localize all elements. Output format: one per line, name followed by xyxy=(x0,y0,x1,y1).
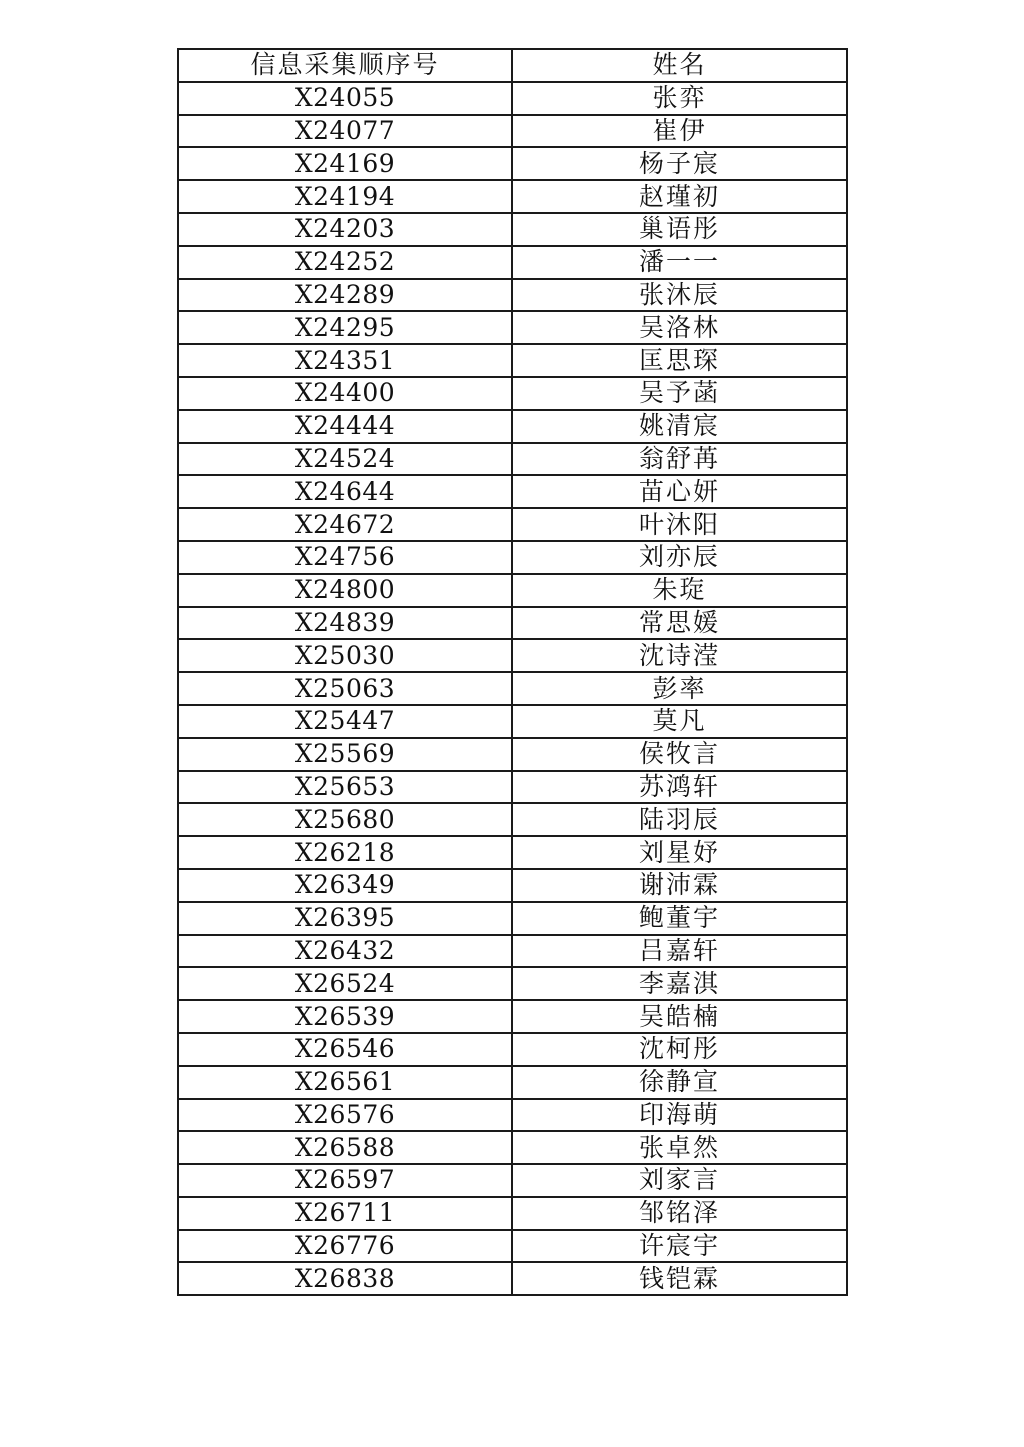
table-row xyxy=(178,639,847,672)
sequence-number-cell: X26561 xyxy=(178,1066,512,1099)
table-row xyxy=(178,803,847,836)
sequence-number-cell: X24169 xyxy=(178,147,512,180)
sequence-number-cell: X26711 xyxy=(178,1197,512,1230)
sequence-number-cell: X26349 xyxy=(178,869,512,902)
sequence-number-cell: X24203 xyxy=(178,213,512,246)
table-row xyxy=(178,607,847,640)
student-name-cell: 赵瑾初 xyxy=(512,180,847,213)
table-row xyxy=(178,738,847,771)
table-row xyxy=(178,935,847,968)
student-name-cell: 徐静宣 xyxy=(512,1066,847,1099)
table-row xyxy=(178,1066,847,1099)
table-row xyxy=(178,1262,847,1295)
sequence-number-cell: X25030 xyxy=(178,639,512,672)
student-name-cell: 叶沐阳 xyxy=(512,508,847,541)
table-row xyxy=(178,1164,847,1197)
student-name-cell: 吴洛林 xyxy=(512,311,847,344)
sequence-number-cell: X26776 xyxy=(178,1230,512,1263)
student-name-cell: 鲍董宇 xyxy=(512,902,847,935)
sequence-number-cell: X24077 xyxy=(178,115,512,148)
student-name-cell: 许宸宇 xyxy=(512,1230,847,1263)
student-name-cell: 张弈 xyxy=(512,82,847,115)
sequence-number-cell: X26432 xyxy=(178,935,512,968)
sequence-number-cell: X26218 xyxy=(178,836,512,869)
table-row xyxy=(178,1000,847,1033)
table-row xyxy=(178,82,847,115)
table-row xyxy=(178,1230,847,1263)
table-row xyxy=(178,869,847,902)
table-row xyxy=(178,1033,847,1066)
table-row xyxy=(178,443,847,476)
table-row xyxy=(178,475,847,508)
table-row xyxy=(178,213,847,246)
table-row xyxy=(178,771,847,804)
sequence-number-cell: X24672 xyxy=(178,508,512,541)
student-name-cell: 谢沛霖 xyxy=(512,869,847,902)
student-name-cell: 张沐辰 xyxy=(512,279,847,312)
table-row xyxy=(178,377,847,410)
table-row xyxy=(178,115,847,148)
student-name-cell: 沈诗滢 xyxy=(512,639,847,672)
header-row xyxy=(178,49,847,82)
student-name-cell: 吴予菡 xyxy=(512,377,847,410)
student-name-cell: 张卓然 xyxy=(512,1131,847,1164)
table-row xyxy=(178,410,847,443)
table-body xyxy=(178,82,847,1295)
student-name-cell: 吴皓楠 xyxy=(512,1000,847,1033)
table-row xyxy=(178,1099,847,1132)
sequence-number-cell: X25569 xyxy=(178,738,512,771)
sequence-number-cell: X26524 xyxy=(178,967,512,1000)
sequence-number-cell: X24800 xyxy=(178,574,512,607)
student-name-cell: 刘亦辰 xyxy=(512,541,847,574)
student-name-cell: 苗心妍 xyxy=(512,475,847,508)
student-name-cell: 常思媛 xyxy=(512,607,847,640)
student-name-cell: 陆羽辰 xyxy=(512,803,847,836)
sequence-number-cell: X26395 xyxy=(178,902,512,935)
student-name-cell: 沈柯彤 xyxy=(512,1033,847,1066)
column-header-sequence-number: 信息采集顺序号 xyxy=(178,49,512,82)
table-row xyxy=(178,147,847,180)
student-name-cell: 巢语彤 xyxy=(512,213,847,246)
table-row xyxy=(178,311,847,344)
sequence-number-cell: X25063 xyxy=(178,672,512,705)
table-row xyxy=(178,705,847,738)
student-list-table xyxy=(177,48,848,1296)
student-name-cell: 刘星妤 xyxy=(512,836,847,869)
sequence-number-cell: X26838 xyxy=(178,1262,512,1295)
sequence-number-cell: X26546 xyxy=(178,1033,512,1066)
sequence-number-cell: X24444 xyxy=(178,410,512,443)
student-name-cell: 刘家言 xyxy=(512,1164,847,1197)
student-name-cell: 潘一一 xyxy=(512,246,847,279)
table-row xyxy=(178,180,847,213)
sequence-number-cell: X26539 xyxy=(178,1000,512,1033)
student-name-cell: 匡思琛 xyxy=(512,344,847,377)
sequence-number-cell: X24400 xyxy=(178,377,512,410)
sequence-number-cell: X24351 xyxy=(178,344,512,377)
table-row xyxy=(178,508,847,541)
table-row xyxy=(178,541,847,574)
table-row xyxy=(178,246,847,279)
student-name-cell: 翁舒苒 xyxy=(512,443,847,476)
student-name-cell: 朱琁 xyxy=(512,574,847,607)
student-name-cell: 李嘉淇 xyxy=(512,967,847,1000)
sequence-number-cell: X26588 xyxy=(178,1131,512,1164)
student-name-cell: 崔伊 xyxy=(512,115,847,148)
table-row xyxy=(178,836,847,869)
sequence-number-cell: X24756 xyxy=(178,541,512,574)
sequence-number-cell: X24194 xyxy=(178,180,512,213)
column-header-name: 姓名 xyxy=(512,49,847,82)
table-row xyxy=(178,672,847,705)
sequence-number-cell: X26576 xyxy=(178,1099,512,1132)
student-name-cell: 侯牧言 xyxy=(512,738,847,771)
student-name-cell: 姚清宸 xyxy=(512,410,847,443)
student-name-cell: 彭率 xyxy=(512,672,847,705)
table-row xyxy=(178,967,847,1000)
table-row xyxy=(178,574,847,607)
student-name-cell: 吕嘉轩 xyxy=(512,935,847,968)
sequence-number-cell: X24295 xyxy=(178,311,512,344)
student-name-cell: 莫凡 xyxy=(512,705,847,738)
sequence-number-cell: X25653 xyxy=(178,771,512,804)
sequence-number-cell: X24524 xyxy=(178,443,512,476)
sequence-number-cell: X24644 xyxy=(178,475,512,508)
student-name-cell: 苏鸿轩 xyxy=(512,771,847,804)
sequence-number-cell: X25447 xyxy=(178,705,512,738)
sequence-number-cell: X26597 xyxy=(178,1164,512,1197)
sequence-number-cell: X25680 xyxy=(178,803,512,836)
student-name-cell: 印海萌 xyxy=(512,1099,847,1132)
student-name-cell: 杨子宸 xyxy=(512,147,847,180)
table-row xyxy=(178,1131,847,1164)
student-name-cell: 邹铭泽 xyxy=(512,1197,847,1230)
table-row xyxy=(178,1197,847,1230)
sequence-number-cell: X24055 xyxy=(178,82,512,115)
student-name-cell: 钱铠霖 xyxy=(512,1262,847,1295)
sequence-number-cell: X24289 xyxy=(178,279,512,312)
table-row xyxy=(178,902,847,935)
table-row xyxy=(178,279,847,312)
table-row xyxy=(178,344,847,377)
sequence-number-cell: X24252 xyxy=(178,246,512,279)
sequence-number-cell: X24839 xyxy=(178,607,512,640)
